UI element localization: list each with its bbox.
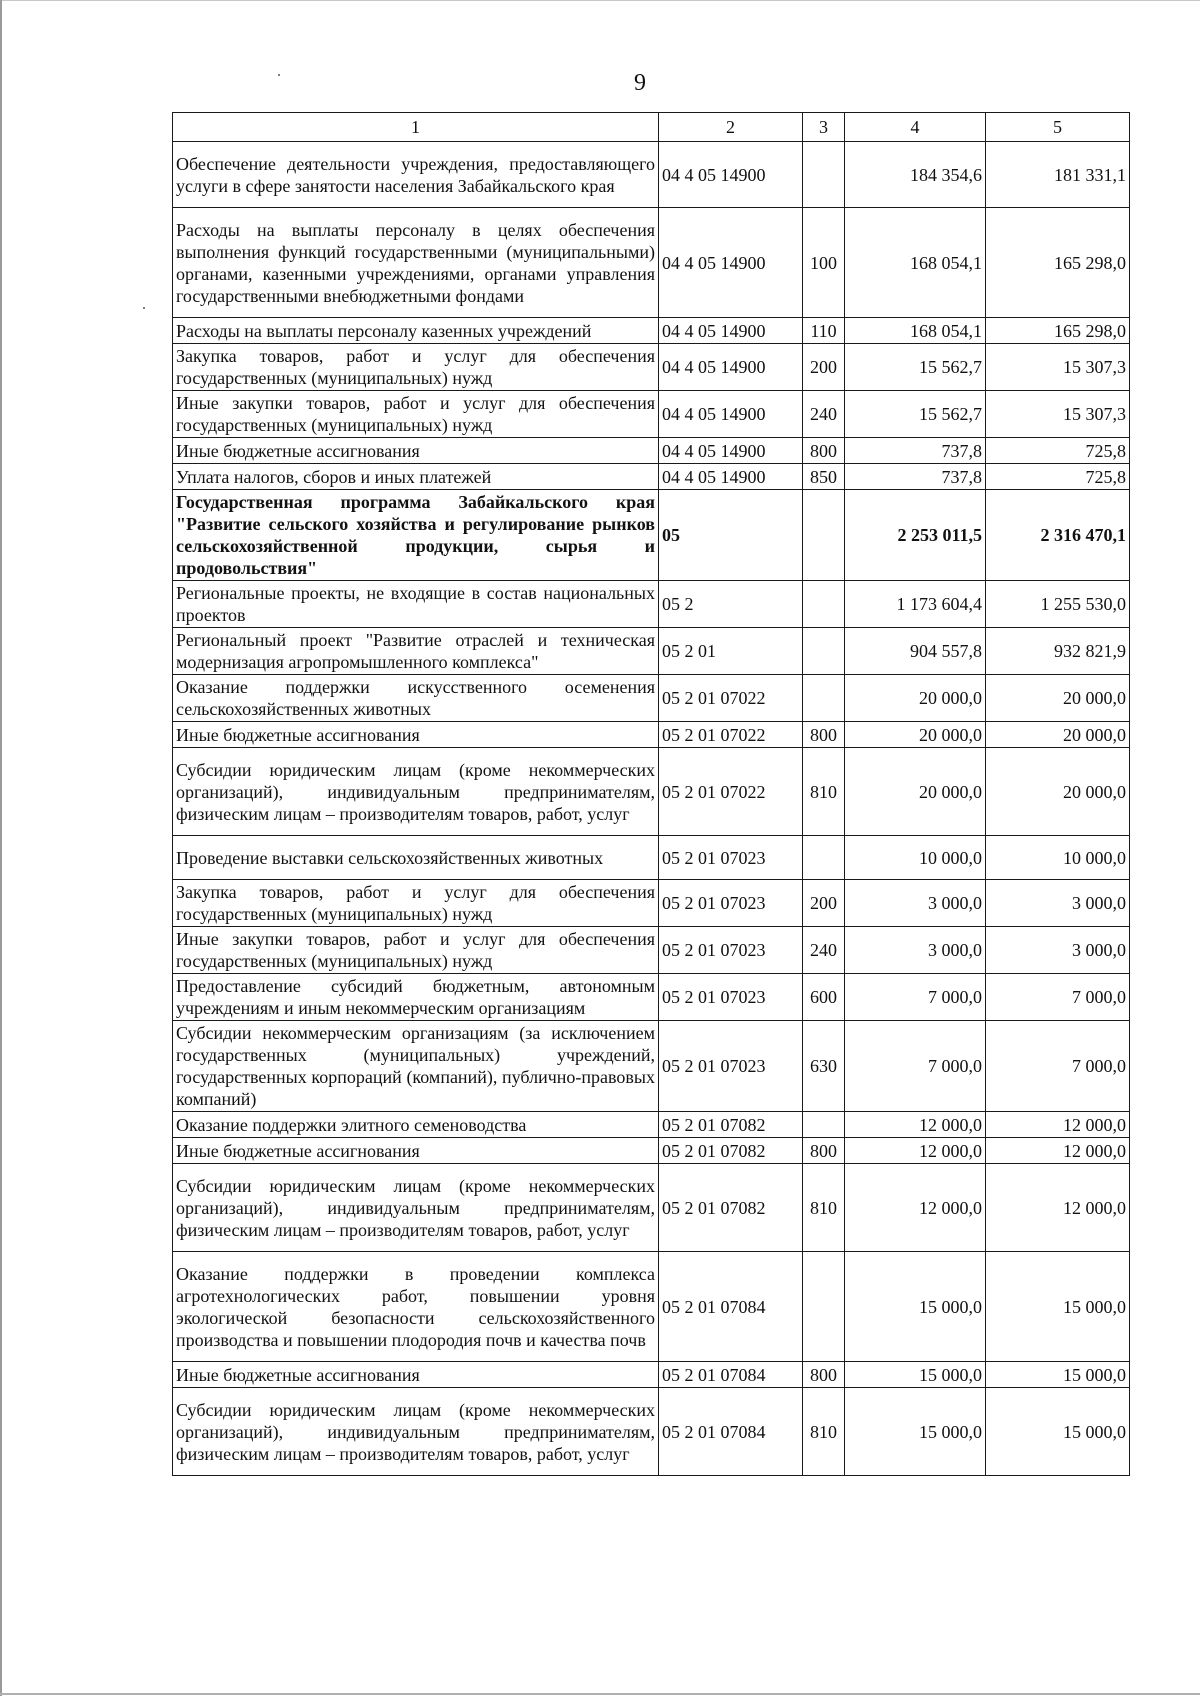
scan-edge-left bbox=[0, 0, 2, 1696]
row-expense-type-cell: 110 bbox=[803, 318, 845, 344]
table-row bbox=[173, 628, 1130, 675]
row-code-cell: 04 4 05 14900 bbox=[659, 464, 803, 490]
row-name-cell: Иные закупки товаров, работ и услуг для обеспечения государственных (муниципальных) нужд bbox=[173, 927, 659, 974]
row-code-cell: 04 4 05 14900 bbox=[659, 208, 803, 318]
row-amount-year1-cell: 12 000,0 bbox=[845, 1112, 986, 1138]
row-amount-year1-cell: 12 000,0 bbox=[845, 1164, 986, 1252]
table-row bbox=[173, 464, 1130, 490]
row-amount-year1-cell: 737,8 bbox=[845, 464, 986, 490]
page-number: 9 bbox=[634, 70, 646, 96]
row-amount-year1-cell: 2 253 011,5 bbox=[845, 490, 986, 581]
column-header: 5 bbox=[986, 113, 1130, 142]
row-expense-type-cell bbox=[803, 1252, 845, 1362]
row-name-cell: Иные бюджетные ассигнования bbox=[173, 1362, 659, 1388]
row-expense-type-cell: 810 bbox=[803, 1164, 845, 1252]
row-amount-year1-cell: 168 054,1 bbox=[845, 318, 986, 344]
row-code-cell: 04 4 05 14900 bbox=[659, 391, 803, 438]
row-amount-year2-cell: 165 298,0 bbox=[986, 318, 1130, 344]
row-amount-year2-cell: 7 000,0 bbox=[986, 974, 1130, 1021]
row-name-cell: Иные бюджетные ассигнования bbox=[173, 438, 659, 464]
row-name-cell: Субсидии юридическим лицам (кроме некоммерческих организаций), индивидуальным предпринимателям, физическим лицам – производителям товаров, работ, услуг bbox=[173, 1164, 659, 1252]
row-name-cell: Оказание поддержки элитного семеноводства bbox=[173, 1112, 659, 1138]
row-expense-type-cell bbox=[803, 675, 845, 722]
column-header: 4 bbox=[845, 113, 986, 142]
row-amount-year1-cell: 20 000,0 bbox=[845, 748, 986, 836]
row-amount-year1-cell: 3 000,0 bbox=[845, 880, 986, 927]
scan-edge-bottom bbox=[0, 1693, 1200, 1695]
table-row bbox=[173, 748, 1130, 836]
scan-speck bbox=[278, 74, 280, 76]
row-name-cell: Расходы на выплаты персоналу казенных учреждений bbox=[173, 318, 659, 344]
table-row bbox=[173, 1252, 1130, 1362]
row-name-cell: Закупка товаров, работ и услуг для обеспечения государственных (муниципальных) нужд bbox=[173, 880, 659, 927]
row-amount-year1-cell: 15 000,0 bbox=[845, 1252, 986, 1362]
table-header-row bbox=[173, 113, 1130, 142]
row-code-cell: 05 2 01 07084 bbox=[659, 1362, 803, 1388]
row-code-cell: 05 2 01 07023 bbox=[659, 836, 803, 880]
row-expense-type-cell: 810 bbox=[803, 1388, 845, 1476]
row-name-cell: Закупка товаров, работ и услуг для обеспечения государственных (муниципальных) нужд bbox=[173, 344, 659, 391]
row-code-cell: 05 2 01 bbox=[659, 628, 803, 675]
row-code-cell: 05 bbox=[659, 490, 803, 581]
row-amount-year2-cell: 20 000,0 bbox=[986, 722, 1130, 748]
table-row bbox=[173, 490, 1130, 581]
row-expense-type-cell: 800 bbox=[803, 722, 845, 748]
table-row bbox=[173, 1388, 1130, 1476]
row-name-cell: Субсидии некоммерческим организациям (за исключением государственных (муниципальных) учреждений, государственных корпораций (компаний), публично-правовых компаний) bbox=[173, 1021, 659, 1112]
row-name-cell: Предоставление субсидий бюджетным, автономным учреждениям и иным некоммерческим организациям bbox=[173, 974, 659, 1021]
column-header: 3 bbox=[803, 113, 845, 142]
row-expense-type-cell: 100 bbox=[803, 208, 845, 318]
table-row bbox=[173, 1021, 1130, 1112]
row-amount-year2-cell: 2 316 470,1 bbox=[986, 490, 1130, 581]
row-amount-year2-cell: 10 000,0 bbox=[986, 836, 1130, 880]
row-expense-type-cell bbox=[803, 142, 845, 208]
row-amount-year1-cell: 7 000,0 bbox=[845, 1021, 986, 1112]
row-expense-type-cell: 810 bbox=[803, 748, 845, 836]
table-row bbox=[173, 208, 1130, 318]
row-amount-year1-cell: 7 000,0 bbox=[845, 974, 986, 1021]
table-row bbox=[173, 391, 1130, 438]
column-header: 1 bbox=[173, 113, 659, 142]
row-expense-type-cell: 200 bbox=[803, 880, 845, 927]
row-amount-year1-cell: 20 000,0 bbox=[845, 722, 986, 748]
row-amount-year2-cell: 20 000,0 bbox=[986, 748, 1130, 836]
table-row bbox=[173, 1362, 1130, 1388]
row-amount-year1-cell: 12 000,0 bbox=[845, 1138, 986, 1164]
row-code-cell: 05 2 01 07082 bbox=[659, 1138, 803, 1164]
column-header: 2 bbox=[659, 113, 803, 142]
row-amount-year2-cell: 7 000,0 bbox=[986, 1021, 1130, 1112]
row-code-cell: 05 2 01 07084 bbox=[659, 1388, 803, 1476]
row-expense-type-cell: 800 bbox=[803, 1362, 845, 1388]
row-code-cell: 05 2 01 07084 bbox=[659, 1252, 803, 1362]
table-row bbox=[173, 581, 1130, 628]
row-amount-year1-cell: 168 054,1 bbox=[845, 208, 986, 318]
row-expense-type-cell bbox=[803, 1112, 845, 1138]
table-row bbox=[173, 722, 1130, 748]
row-code-cell: 05 2 01 07022 bbox=[659, 722, 803, 748]
row-name-cell: Обеспечение деятельности учреждения, предоставляющего услуги в сфере занятости населения Забайкальского края bbox=[173, 142, 659, 208]
row-expense-type-cell: 200 bbox=[803, 344, 845, 391]
table-body bbox=[173, 142, 1130, 1476]
row-amount-year2-cell: 3 000,0 bbox=[986, 927, 1130, 974]
row-expense-type-cell bbox=[803, 836, 845, 880]
row-amount-year1-cell: 15 562,7 bbox=[845, 391, 986, 438]
row-amount-year1-cell: 10 000,0 bbox=[845, 836, 986, 880]
row-amount-year2-cell: 15 000,0 bbox=[986, 1362, 1130, 1388]
row-amount-year1-cell: 15 562,7 bbox=[845, 344, 986, 391]
row-code-cell: 04 4 05 14900 bbox=[659, 142, 803, 208]
row-expense-type-cell: 800 bbox=[803, 1138, 845, 1164]
table-row bbox=[173, 318, 1130, 344]
row-amount-year2-cell: 15 307,3 bbox=[986, 344, 1130, 391]
row-amount-year2-cell: 1 255 530,0 bbox=[986, 581, 1130, 628]
row-code-cell: 05 2 bbox=[659, 581, 803, 628]
row-expense-type-cell: 240 bbox=[803, 927, 845, 974]
row-amount-year2-cell: 12 000,0 bbox=[986, 1138, 1130, 1164]
row-name-cell: Государственная программа Забайкальского края "Развитие сельского хозяйства и регулирование рынков сельскохозяйственной продукции, сырья и продовольствия" bbox=[173, 490, 659, 581]
row-amount-year1-cell: 3 000,0 bbox=[845, 927, 986, 974]
table-row bbox=[173, 1138, 1130, 1164]
row-amount-year2-cell: 725,8 bbox=[986, 464, 1130, 490]
row-code-cell: 05 2 01 07023 bbox=[659, 1021, 803, 1112]
table-row bbox=[173, 927, 1130, 974]
row-expense-type-cell: 240 bbox=[803, 391, 845, 438]
row-expense-type-cell bbox=[803, 581, 845, 628]
table-row bbox=[173, 344, 1130, 391]
row-code-cell: 05 2 01 07082 bbox=[659, 1112, 803, 1138]
row-expense-type-cell: 600 bbox=[803, 974, 845, 1021]
row-amount-year2-cell: 3 000,0 bbox=[986, 880, 1130, 927]
row-name-cell: Субсидии юридическим лицам (кроме некоммерческих организаций), индивидуальным предпринимателям, физическим лицам – производителям товаров, работ, услуг bbox=[173, 1388, 659, 1476]
row-amount-year2-cell: 20 000,0 bbox=[986, 675, 1130, 722]
row-name-cell: Иные бюджетные ассигнования bbox=[173, 1138, 659, 1164]
scan-speck bbox=[143, 307, 145, 309]
row-name-cell: Иные бюджетные ассигнования bbox=[173, 722, 659, 748]
row-amount-year2-cell: 15 000,0 bbox=[986, 1252, 1130, 1362]
row-name-cell: Иные закупки товаров, работ и услуг для обеспечения государственных (муниципальных) нужд bbox=[173, 391, 659, 438]
row-name-cell: Проведение выставки сельскохозяйственных животных bbox=[173, 836, 659, 880]
row-amount-year1-cell: 1 173 604,4 bbox=[845, 581, 986, 628]
row-amount-year1-cell: 20 000,0 bbox=[845, 675, 986, 722]
row-name-cell: Региональный проект "Развитие отраслей и техническая модернизация агропромышленного комплекса" bbox=[173, 628, 659, 675]
row-code-cell: 05 2 01 07022 bbox=[659, 748, 803, 836]
row-name-cell: Уплата налогов, сборов и иных платежей bbox=[173, 464, 659, 490]
row-amount-year1-cell: 15 000,0 bbox=[845, 1362, 986, 1388]
row-amount-year2-cell: 15 000,0 bbox=[986, 1388, 1130, 1476]
row-code-cell: 04 4 05 14900 bbox=[659, 318, 803, 344]
row-amount-year1-cell: 184 354,6 bbox=[845, 142, 986, 208]
row-code-cell: 04 4 05 14900 bbox=[659, 344, 803, 391]
row-code-cell: 04 4 05 14900 bbox=[659, 438, 803, 464]
row-name-cell: Региональные проекты, не входящие в состав национальных проектов bbox=[173, 581, 659, 628]
row-amount-year2-cell: 12 000,0 bbox=[986, 1164, 1130, 1252]
row-name-cell: Субсидии юридическим лицам (кроме некоммерческих организаций), индивидуальным предпринимателям, физическим лицам – производителям товаров, работ, услуг bbox=[173, 748, 659, 836]
table-row bbox=[173, 142, 1130, 208]
table-row bbox=[173, 836, 1130, 880]
table-row bbox=[173, 880, 1130, 927]
table-row bbox=[173, 974, 1130, 1021]
table-row bbox=[173, 438, 1130, 464]
row-expense-type-cell: 800 bbox=[803, 438, 845, 464]
row-expense-type-cell bbox=[803, 628, 845, 675]
row-code-cell: 05 2 01 07023 bbox=[659, 880, 803, 927]
row-amount-year1-cell: 15 000,0 bbox=[845, 1388, 986, 1476]
row-code-cell: 05 2 01 07082 bbox=[659, 1164, 803, 1252]
budget-table bbox=[172, 112, 1130, 1476]
row-amount-year1-cell: 904 557,8 bbox=[845, 628, 986, 675]
row-amount-year1-cell: 737,8 bbox=[845, 438, 986, 464]
row-code-cell: 05 2 01 07023 bbox=[659, 974, 803, 1021]
row-name-cell: Расходы на выплаты персоналу в целях обеспечения выполнения функций государственными (муниципальными) органами, казенными учреждениями, органами управления государственными внебюджетными фондами bbox=[173, 208, 659, 318]
row-amount-year2-cell: 15 307,3 bbox=[986, 391, 1130, 438]
row-name-cell: Оказание поддержки в проведении комплекса агротехнологических работ, повышении уровня экологической безопасности сельскохозяйственного производства и повышении плодородия почв и качества почв bbox=[173, 1252, 659, 1362]
table-row bbox=[173, 1164, 1130, 1252]
row-expense-type-cell bbox=[803, 490, 845, 581]
row-amount-year2-cell: 165 298,0 bbox=[986, 208, 1130, 318]
row-amount-year2-cell: 725,8 bbox=[986, 438, 1130, 464]
row-amount-year2-cell: 12 000,0 bbox=[986, 1112, 1130, 1138]
table-row bbox=[173, 675, 1130, 722]
table-row bbox=[173, 1112, 1130, 1138]
row-code-cell: 05 2 01 07022 bbox=[659, 675, 803, 722]
row-expense-type-cell: 630 bbox=[803, 1021, 845, 1112]
scan-edge-top bbox=[0, 0, 1200, 1]
row-expense-type-cell: 850 bbox=[803, 464, 845, 490]
row-name-cell: Оказание поддержки искусственного осеменения сельскохозяйственных животных bbox=[173, 675, 659, 722]
row-code-cell: 05 2 01 07023 bbox=[659, 927, 803, 974]
row-amount-year2-cell: 181 331,1 bbox=[986, 142, 1130, 208]
row-amount-year2-cell: 932 821,9 bbox=[986, 628, 1130, 675]
